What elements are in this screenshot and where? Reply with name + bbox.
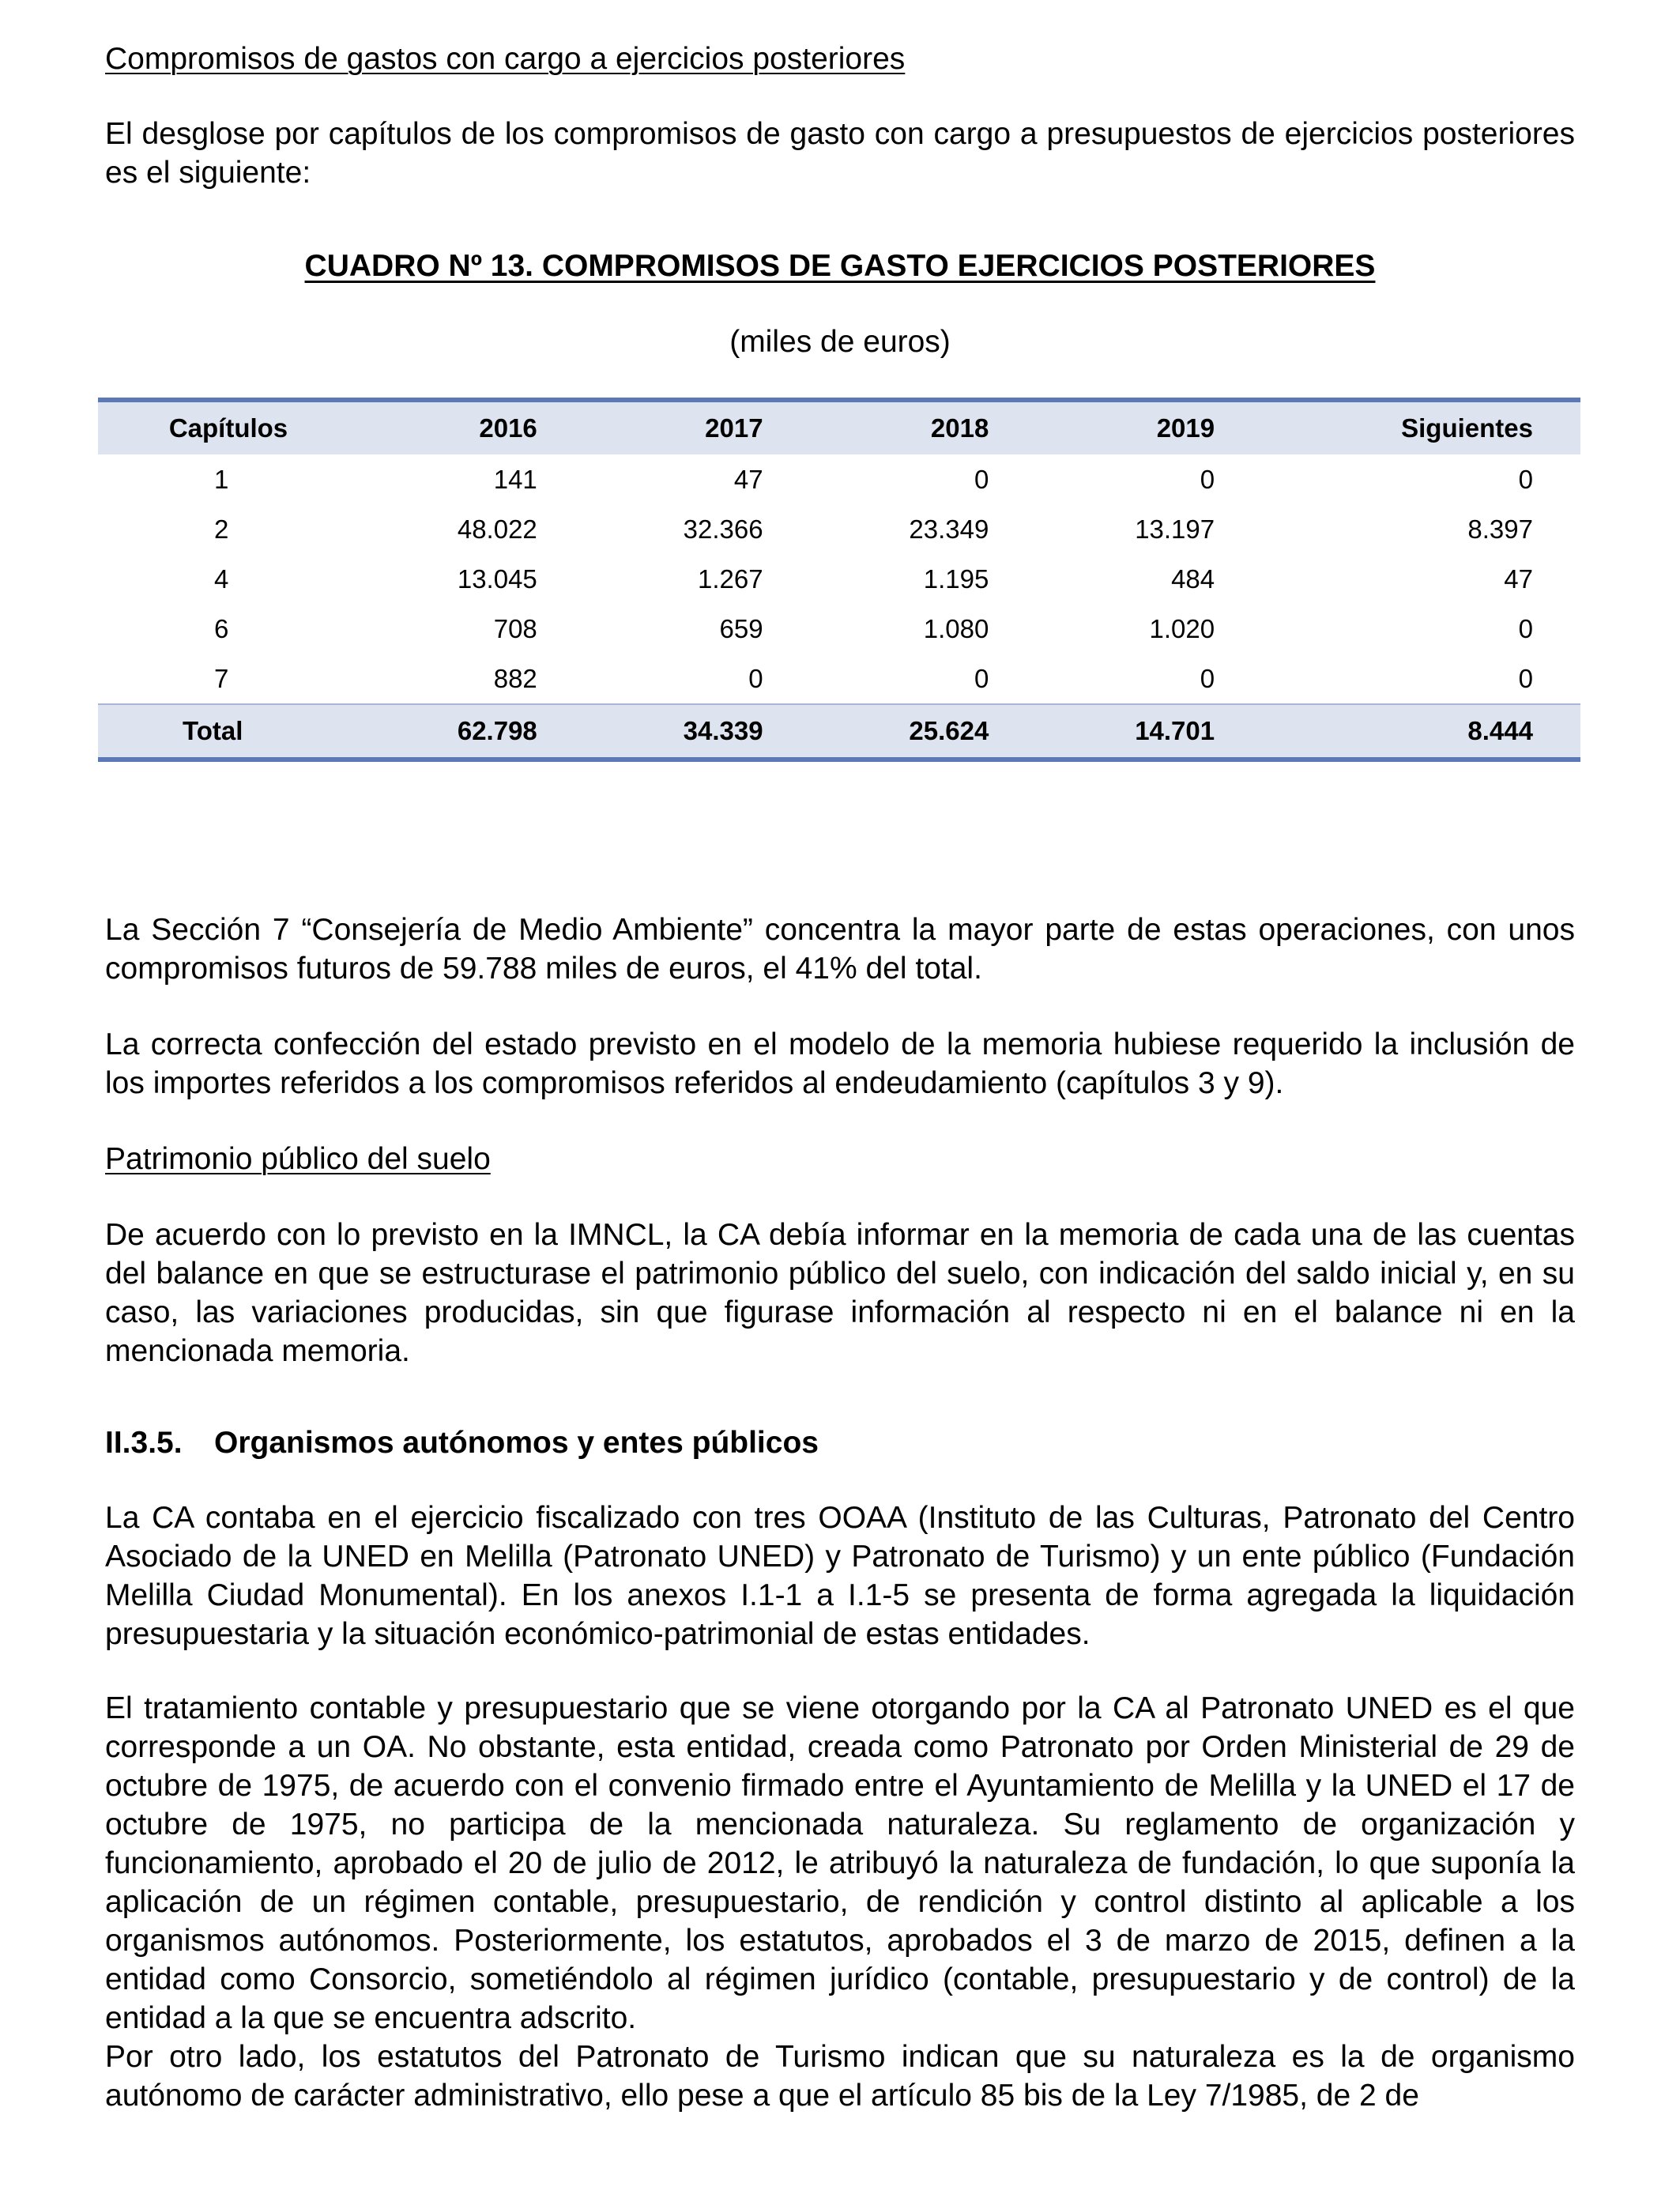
table-cell: 0 <box>1518 663 1533 693</box>
table-cell: 0 <box>1518 613 1533 643</box>
col-header-2018: 2018 <box>930 413 989 443</box>
table-cell: 1.195 <box>923 564 989 594</box>
table-cell: 32.366 <box>683 514 763 544</box>
table-cell: 659 <box>719 613 763 643</box>
table-row <box>98 504 1580 554</box>
col-header-siguientes: Siguientes <box>1401 413 1533 443</box>
paragraph-tratamiento: El tratamiento contable y presupuestario que se viene otorgando por la CA al Patronato UNED es el que corresponde a un OA. No obstante, esta entidad, creada como Patronato por Orden Ministerial de 29 de octubre de 1975, de acuerdo con el convenio firmado entre el Ayuntamiento de Melilla y la UNED el 17 de octubre de 1975, no participa de la mencionada naturaleza. Su reglamento de organización y funcionamiento, aprobado el 20 de julio de 2012, le atribuyó la naturaleza de fundación, lo que suponía la aplicación de un régimen contable, presupuestario, de rendición y control distinto al aplicable a los organismos autónomos. Posteriormente, los estatutos, aprobados el 3 de marzo de 2015, definen a la entidad como Consorcio, sometiéndolo al régimen jurídico (contable, presupuestario y de control) de la entidad a la que se encuentra adscrito. <box>105 1691 1575 2035</box>
total-cell: 62.798 <box>457 716 537 745</box>
table-cell: 484 <box>1171 564 1215 594</box>
total-cell: 25.624 <box>909 716 989 745</box>
table-cell: 0 <box>1200 464 1215 494</box>
table-cell: 1.020 <box>1149 613 1215 643</box>
section-heading-compromisos: Compromisos de gastos con cargo a ejercicios posteriores <box>105 42 906 76</box>
table-cell: 0 <box>748 663 763 693</box>
table-cell: 23.349 <box>909 514 989 544</box>
table-cell: 2 <box>214 514 229 544</box>
table-row <box>98 654 1580 704</box>
table-units: (miles de euros) <box>729 325 951 359</box>
table-cell: 0 <box>1518 464 1533 494</box>
table-row <box>98 604 1580 654</box>
total-cell: 34.339 <box>683 716 763 745</box>
table-title <box>105 247 1575 285</box>
table-row <box>98 554 1580 604</box>
table-cell: 4 <box>214 564 229 594</box>
table-row <box>98 454 1580 504</box>
table-cell: 13.197 <box>1135 514 1215 544</box>
table-cell: 0 <box>1200 663 1215 693</box>
table-cell: 1.267 <box>697 564 763 594</box>
table-total-row <box>98 704 1580 760</box>
commitments-table <box>98 398 1580 762</box>
section-number: II.3.5. <box>105 1426 183 1460</box>
total-cell: 8.444 <box>1467 716 1533 745</box>
paragraph-intro: El desglose por capítulos de los compromisos de gasto con cargo a presupuestos de ejercicios posteriores es el siguiente: <box>105 117 1575 190</box>
table-cell: 6 <box>214 613 229 643</box>
section-heading-organismos <box>105 1423 819 1462</box>
col-header-2019: 2019 <box>1156 413 1215 443</box>
total-label: Total <box>183 716 243 745</box>
table-cell: 48.022 <box>457 514 537 544</box>
col-header-capitulos: Capítulos <box>168 413 288 443</box>
table-cell: 0 <box>974 663 989 693</box>
section-heading-patrimonio: Patrimonio público del suelo <box>105 1142 491 1176</box>
paragraph-acuerdo: De acuerdo con lo previsto en la IMNCL, la CA debía informar en la memoria de cada una de las cuentas del balance en que se estructurase el patrimonio público del suelo, con indicación del saldo inicial y, en su caso, las variaciones producidas, sin que figurase información al respecto ni en el balance ni en la mencionada memoria. <box>105 1218 1575 1368</box>
section-title: Organismos autónomos y entes públicos <box>214 1426 819 1460</box>
table-cell: 47 <box>1504 564 1533 594</box>
col-header-2016: 2016 <box>479 413 537 443</box>
table-cell: 47 <box>733 464 763 494</box>
table-header-row <box>98 400 1580 454</box>
paragraph-seccion: La Sección 7 “Consejería de Medio Ambiente” concentra la mayor parte de estas operaciones, con unos compromisos futuros de 59.788 miles de euros, el 41% del total. <box>105 913 1575 986</box>
paragraph-otro: Por otro lado, los estatutos del Patronato de Turismo indican que su naturaleza es la de organismo autónomo de carácter administrativo, ello pese a que el artículo 85 bis de la Ley 7/1985, de 2 de <box>105 2040 1575 2113</box>
table-cell: 0 <box>974 464 989 494</box>
table-cell: 8.397 <box>1467 514 1533 544</box>
table-cell: 708 <box>493 613 537 643</box>
total-cell: 14.701 <box>1135 716 1215 745</box>
table-cell: 141 <box>493 464 537 494</box>
table-title-text: CUADRO Nº 13. COMPROMISOS DE GASTO EJERCICIOS POSTERIORES <box>304 249 1376 283</box>
table-cell: 1 <box>214 464 229 494</box>
table-cell: 1.080 <box>923 613 989 643</box>
paragraph-ca: La CA contaba en el ejercicio fiscalizado con tres OOAA (Instituto de las Culturas, Patronato del Centro Asociado de la UNED en Melilla (Patronato UNED) y Patronato de Turismo) y un ente público (Fundación Melilla Ciudad Monumental). En los anexos I.1-1 a I.1-5 se presenta de forma agregada la liquidación presupuestaria y la situación económico-patrimonial de estas entidades. <box>105 1501 1575 1651</box>
table-cell: 7 <box>214 663 229 693</box>
col-header-2017: 2017 <box>705 413 763 443</box>
paragraph-correcta: La correcta confección del estado previsto en el modelo de la memoria hubiese requerido la inclusión de los importes referidos a los compromisos referidos al endeudamiento (capítulos 3 y 9). <box>105 1027 1575 1100</box>
table-cell: 13.045 <box>457 564 537 594</box>
table-cell: 882 <box>493 663 537 693</box>
